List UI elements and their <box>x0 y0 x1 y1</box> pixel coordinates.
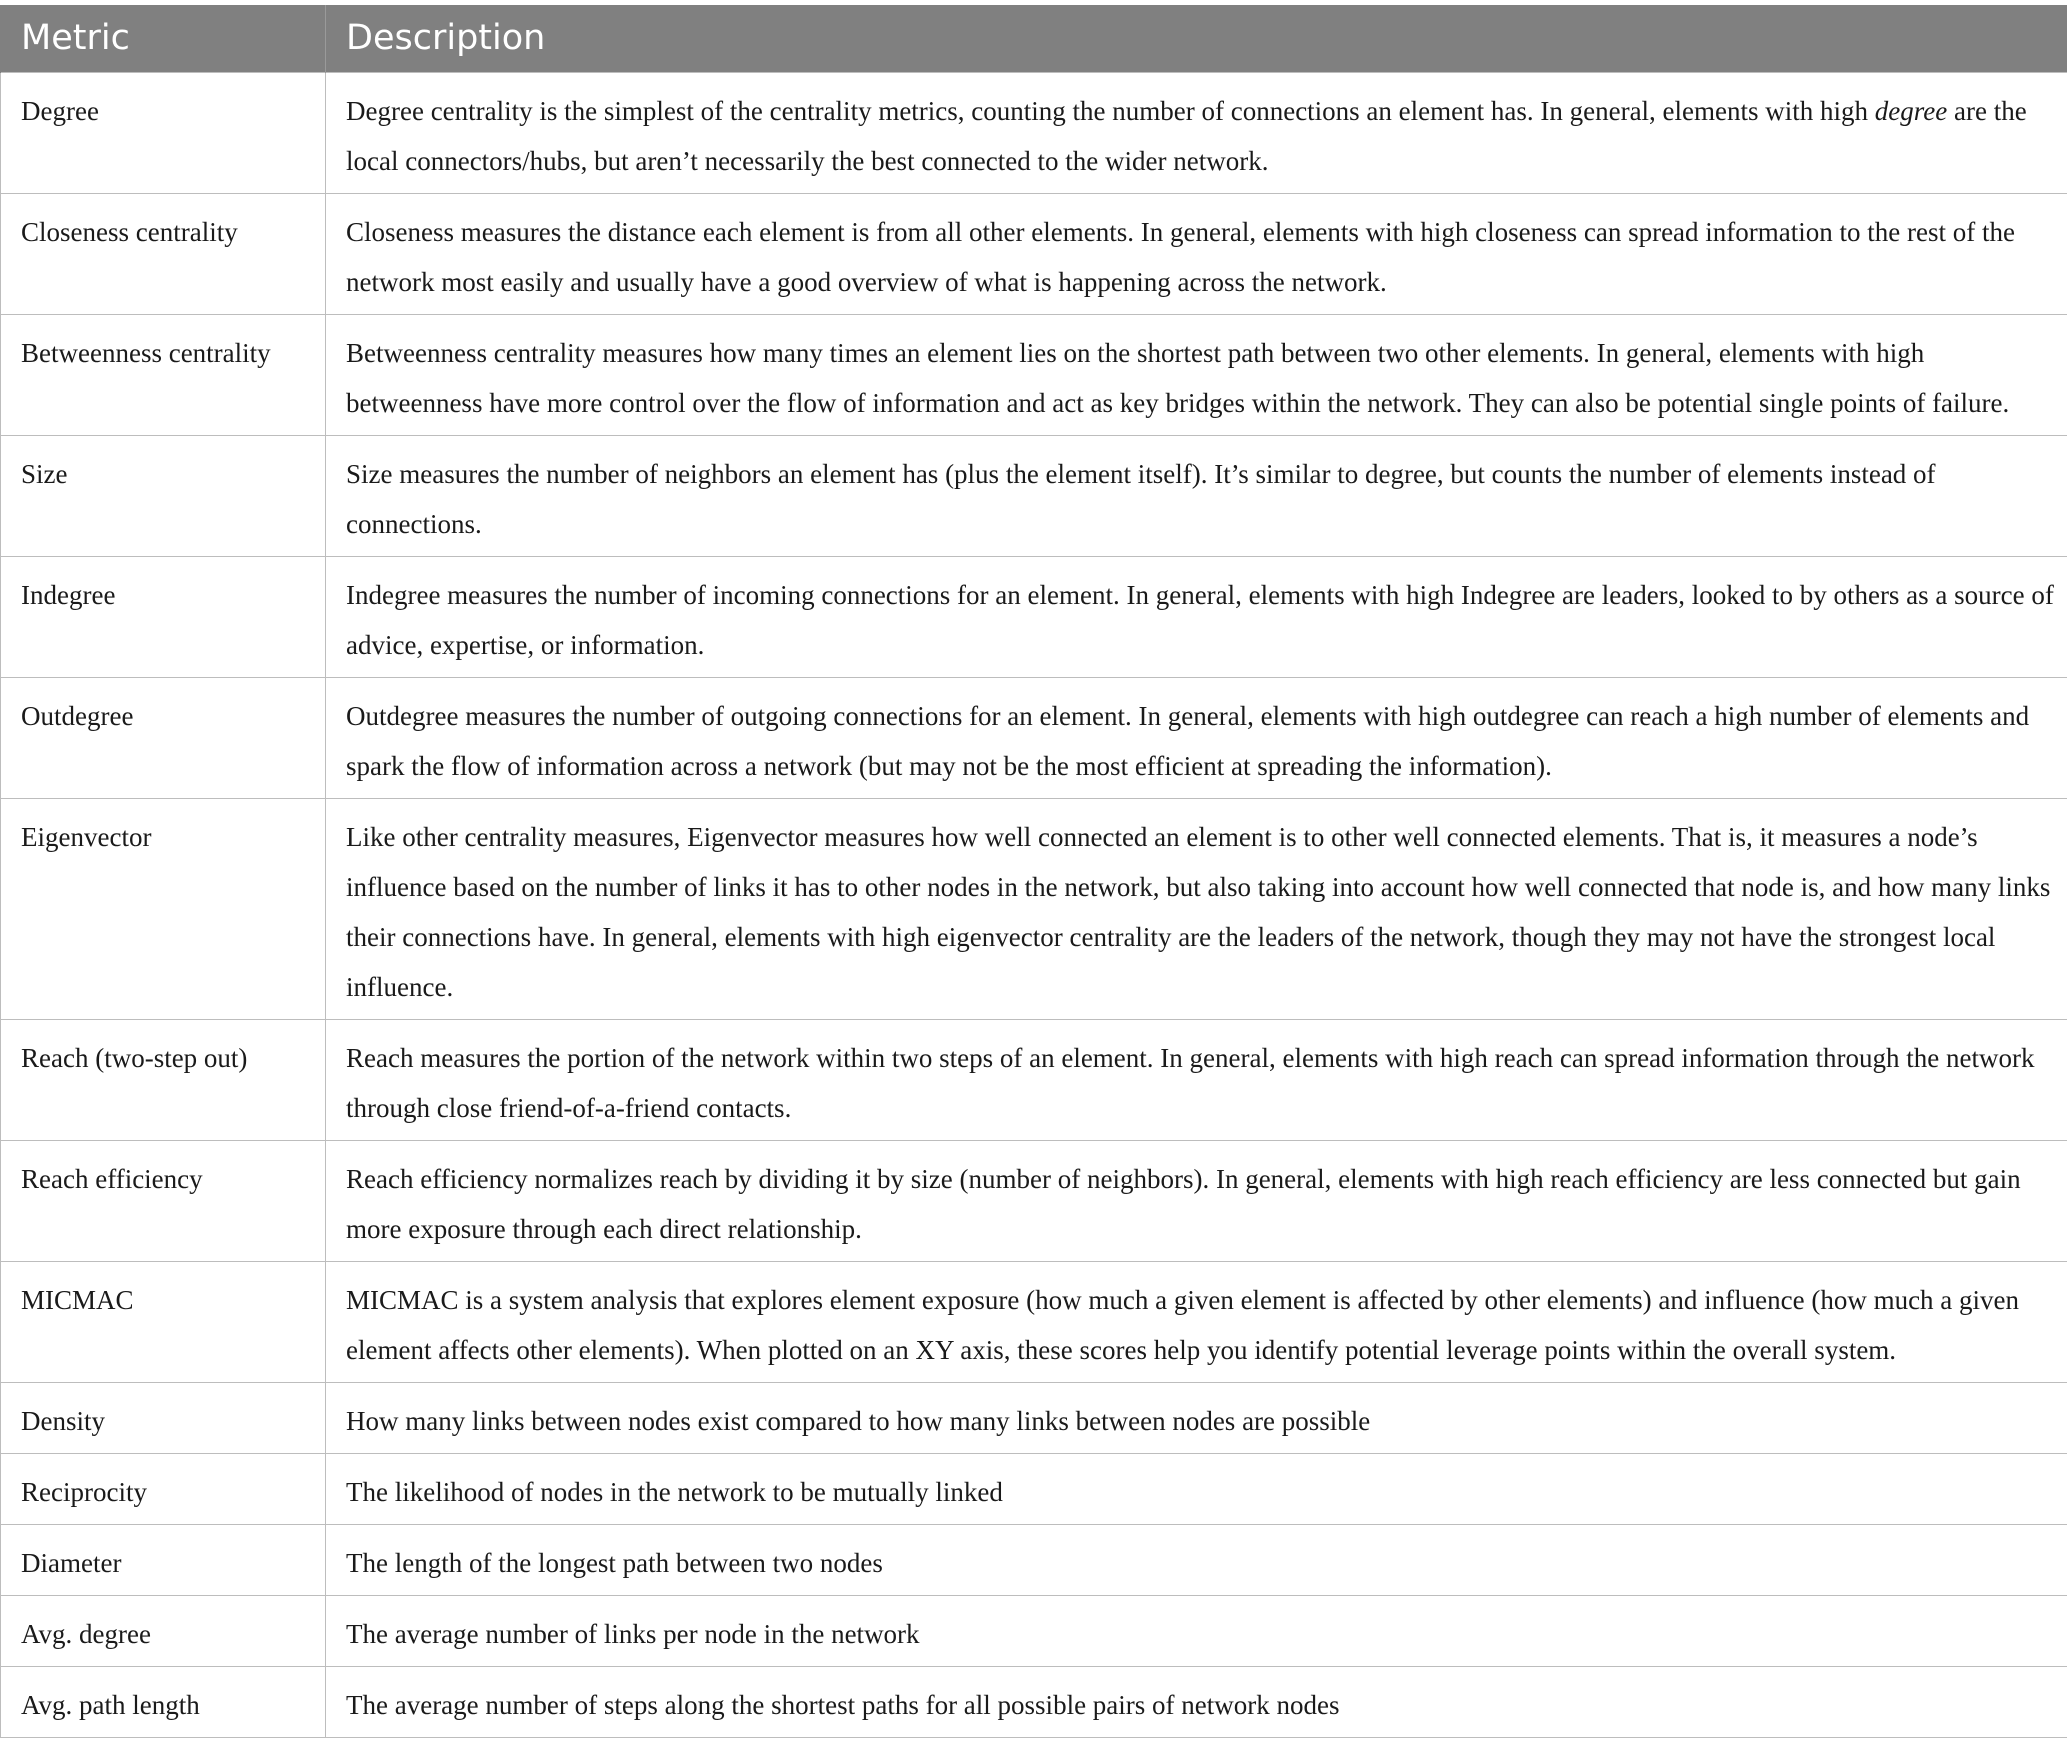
metrics-table-container <box>0 5 2067 1738</box>
table-row <box>1 1382 2067 1453</box>
table-row <box>1 798 2067 1019</box>
metric-cell: Diameter <box>1 1524 326 1595</box>
description-emphasis: degree <box>1875 96 1947 126</box>
table-row <box>1 1666 2067 1737</box>
metric-cell: Closeness centrality <box>1 193 326 314</box>
description-cell: Like other centrality measures, Eigenvector measures how well connected an element is to other well connected elements. That is, it measures a node’s influence based on the number of links it has to other nodes in the network, but also taking into account how well connected that node is, and how many links their connections have. In general, elements with high eigenvector centrality are the leaders of the network, though they may not have the strongest local influence. <box>326 798 2067 1019</box>
metric-cell: Betweenness centrality <box>1 314 326 435</box>
table-row <box>1 1453 2067 1524</box>
description-cell <box>326 72 2067 193</box>
table-row <box>1 1524 2067 1595</box>
metric-cell: MICMAC <box>1 1261 326 1382</box>
description-cell: Size measures the number of neighbors an element has (plus the element itself). It’s similar to degree, but counts the number of elements instead of connections. <box>326 435 2067 556</box>
metric-cell: Degree <box>1 72 326 193</box>
table-row <box>1 1019 2067 1140</box>
metrics-table <box>0 5 2067 1738</box>
description-cell: How many links between nodes exist compared to how many links between nodes are possible <box>326 1382 2067 1453</box>
metric-cell: Reach efficiency <box>1 1140 326 1261</box>
description-cell: Closeness measures the distance each element is from all other elements. In general, elements with high closeness can spread information to the rest of the network most easily and usually have a good overview of what is happening across the network. <box>326 193 2067 314</box>
table-row <box>1 314 2067 435</box>
table-row <box>1 72 2067 193</box>
metric-cell: Indegree <box>1 556 326 677</box>
metric-cell: Avg. path length <box>1 1666 326 1737</box>
metric-cell: Density <box>1 1382 326 1453</box>
column-header-metric: Metric <box>1 5 326 72</box>
description-text: are the local connectors/hubs, but aren’t necessarily the best connected to the wider network. <box>346 96 2027 176</box>
header-row <box>1 5 2067 72</box>
table-row <box>1 556 2067 677</box>
table-row <box>1 1140 2067 1261</box>
table-row <box>1 193 2067 314</box>
metric-cell: Avg. degree <box>1 1595 326 1666</box>
description-cell: The length of the longest path between two nodes <box>326 1524 2067 1595</box>
metric-cell: Outdegree <box>1 677 326 798</box>
metric-cell: Reciprocity <box>1 1453 326 1524</box>
metric-cell: Eigenvector <box>1 798 326 1019</box>
table-row <box>1 677 2067 798</box>
table-header <box>1 5 2067 72</box>
metric-cell: Size <box>1 435 326 556</box>
description-cell: The average number of steps along the shortest paths for all possible pairs of network nodes <box>326 1666 2067 1737</box>
description-cell: Reach measures the portion of the network within two steps of an element. In general, elements with high reach can spread information through the network through close friend-of-a-friend contacts. <box>326 1019 2067 1140</box>
column-header-description: Description <box>326 5 2067 72</box>
table-row <box>1 1595 2067 1666</box>
description-text: Degree centrality is the simplest of the centrality metrics, counting the number of connections an element has. In general, elements with high <box>346 96 1875 126</box>
description-cell: Betweenness centrality measures how many times an element lies on the shortest path between two other elements. In general, elements with high betweenness have more control over the flow of information and act as key bridges within the network. They can also be potential single points of failure. <box>326 314 2067 435</box>
description-cell: MICMAC is a system analysis that explores element exposure (how much a given element is affected by other elements) and influence (how much a given element affects other elements). When plotted on an XY axis, these scores help you identify potential leverage points within the overall system. <box>326 1261 2067 1382</box>
description-cell: Outdegree measures the number of outgoing connections for an element. In general, elements with high outdegree can reach a high number of elements and spark the flow of information across a network (but may not be the most efficient at spreading the information). <box>326 677 2067 798</box>
metric-cell: Reach (two-step out) <box>1 1019 326 1140</box>
description-cell: The likelihood of nodes in the network to be mutually linked <box>326 1453 2067 1524</box>
description-cell: Reach efficiency normalizes reach by dividing it by size (number of neighbors). In general, elements with high reach efficiency are less connected but gain more exposure through each direct relationship. <box>326 1140 2067 1261</box>
table-row <box>1 435 2067 556</box>
table-row <box>1 1261 2067 1382</box>
description-cell: Indegree measures the number of incoming connections for an element. In general, elements with high Indegree are leaders, looked to by others as a source of advice, expertise, or information. <box>326 556 2067 677</box>
table-body <box>1 72 2067 1737</box>
description-cell: The average number of links per node in the network <box>326 1595 2067 1666</box>
